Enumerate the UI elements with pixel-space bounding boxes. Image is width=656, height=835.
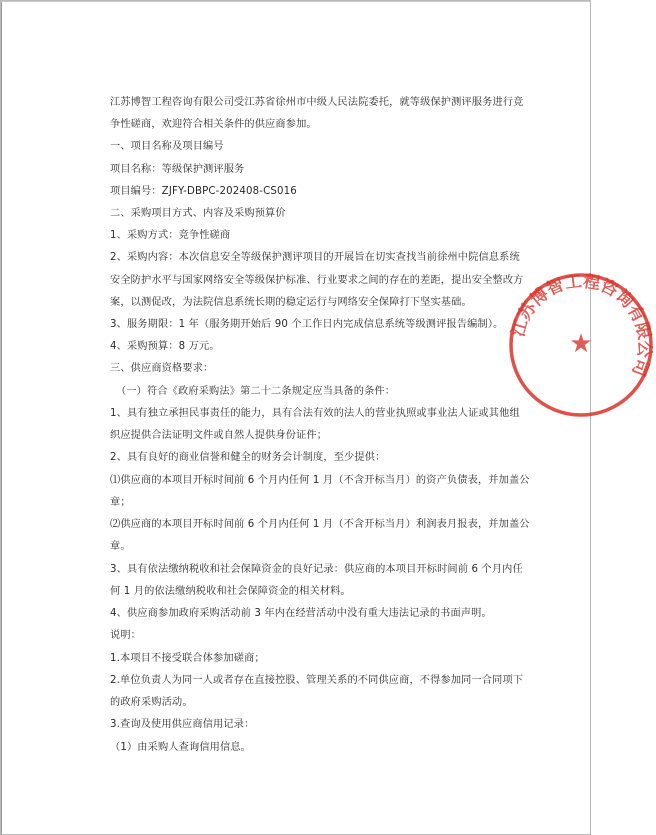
body-line: 何 1 月的依法缴纳税收和社会保障资金的相关材料。	[110, 586, 351, 597]
body-line: 章。	[110, 541, 131, 552]
body-line: 4、供应商参加政府采购活动前 3 年内在经营活动中没有重大违法记录的书面声明。	[110, 608, 492, 619]
body-line: 安全防护水平与国家网络安全等级保护标准、行业要求之间的存在的差距，提出安全整改方	[110, 275, 524, 286]
body-line: 1.本项目不接受联合体参加磋商；	[110, 653, 265, 664]
section-heading: 二、采购项目方式、内容及采购预算价	[110, 208, 286, 219]
body-line: 争性磋商，欢迎符合相关条件的供应商参加。	[110, 119, 317, 130]
body-line: 案，以测促改，为法院信息系统长期的稳定运行与网络安全保障打下坚实基础。	[110, 297, 472, 308]
body-line: 项目名称：等级保护测评服务	[110, 164, 245, 175]
body-line: 3、服务期限：1 年（服务期开始后 90 个工作日内完成信息系统等级测评报告编制）。	[110, 319, 504, 330]
body-line: 的政府采购活动。	[110, 697, 193, 708]
svg-text:江苏博智工程咨询有限公司	[508, 271, 654, 379]
company-seal	[506, 270, 656, 420]
body-line: 2.单位负责人为同一人或者存在直接控股、管理关系的不同供应商，不得参加同一合同项下	[110, 675, 524, 686]
body-line: 1、具有独立承担民事责任的能力，具有合法有效的法人的营业执照或事业法人证或其他组	[110, 408, 520, 419]
body-line: 织应提供合法证明文件或自然人提供身份证件；	[110, 430, 328, 441]
body-line: （一）符合《政府采购法》第二十二条规定应当具备的条件：	[116, 386, 396, 397]
section-heading: 三、供应商资格要求：	[110, 363, 214, 374]
body-line: ⑴供应商的本项目开标时间前 6 个月内任何 1 月（不含开标当月）的资产负债表，并加盖公	[110, 475, 530, 486]
body-line: 江苏博智工程咨询有限公司受江苏省徐州市中级人民法院委托，就等级保护测评服务进行竞	[110, 97, 524, 108]
body-line: 2、具有良好的商业信誉和健全的财务会计制度，至少提供：	[110, 452, 386, 463]
body-line: 4、采购预算：8 万元。	[110, 341, 220, 352]
body-line: 3.查询及使用供应商信用记录：	[110, 719, 255, 730]
seal-text: 江苏博智工程咨询有限公司	[508, 271, 655, 379]
body-line: 章；	[110, 497, 131, 508]
svg-text:★: ★	[569, 329, 593, 359]
body-line: 2、采购内容：本次信息安全等级保护测评项目的开展旨在切实查找当前徐州中院信息系统	[110, 252, 520, 263]
body-line: ⑵供应商的本项目开标时间前 6 个月内任何 1 月（不含开标当月）利润表月报表，并加盖公	[110, 519, 530, 530]
body-line: （1）由采购人查询信用信息。	[110, 742, 252, 753]
section-heading: 说明：	[110, 630, 142, 641]
body-line: 1、采购方式：竞争性磋商	[110, 230, 231, 241]
body-line: 3、具有依法缴纳税收和社会保障资金的良好记录：供应商的本项目开标时间前 6 个月内任	[110, 564, 523, 575]
body-line: 项目编号：ZJFY-DBPC-202408-CS016	[110, 186, 297, 197]
section-heading: 一、项目名称及项目编号	[110, 141, 224, 152]
